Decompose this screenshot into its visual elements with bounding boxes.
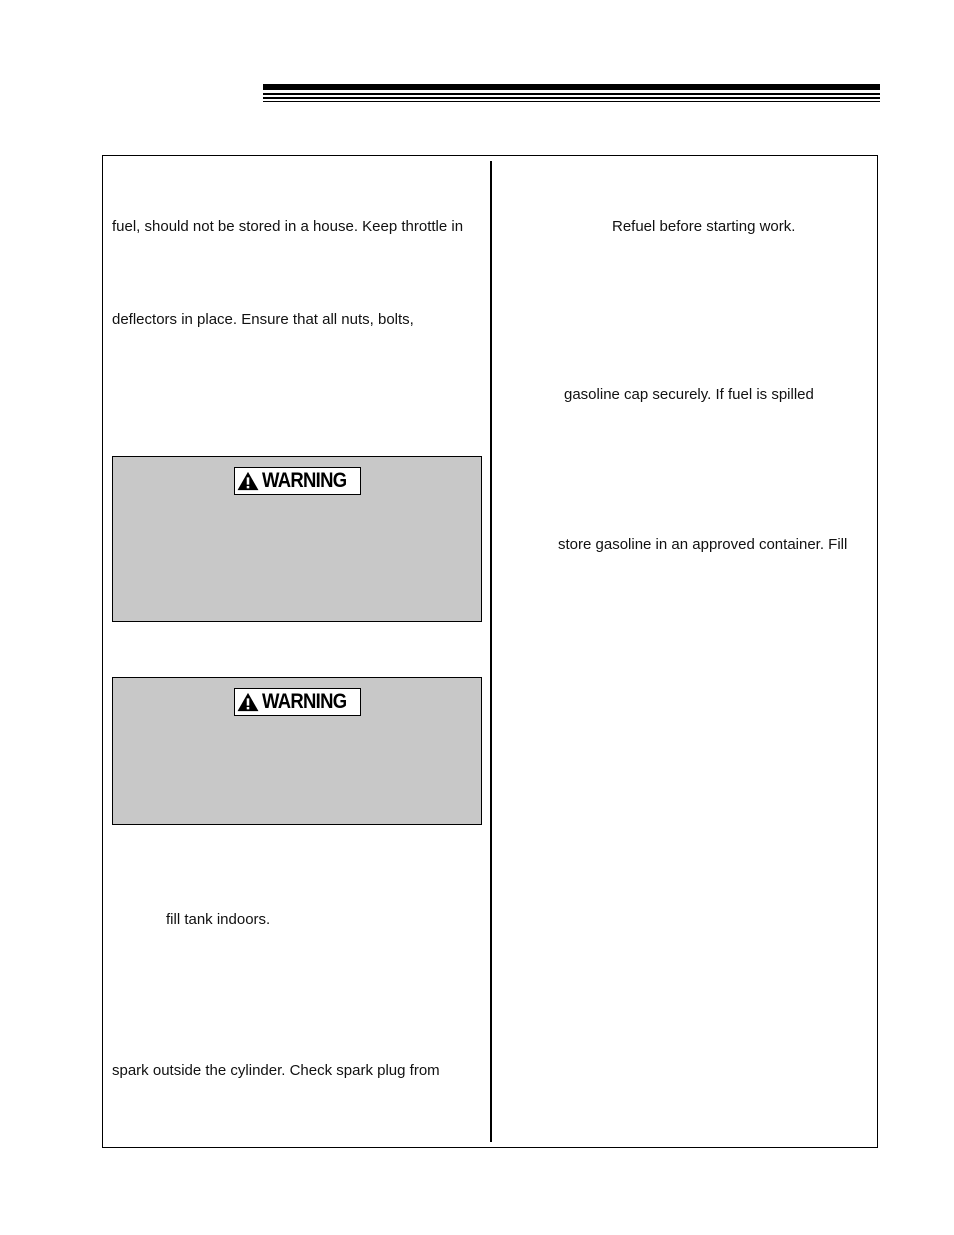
column-divider [490, 161, 492, 1142]
header-rule [263, 97, 880, 99]
left-text-line-1: fuel, should not be stored in a house. Keep throttle in [112, 218, 464, 235]
left-text-line-2: deflectors in place. Ensure that all nuts, bolts, [112, 311, 414, 328]
left-text-line-3: fill tank indoors. [166, 911, 271, 928]
warning-box-2 [112, 677, 482, 825]
header-rule [263, 93, 880, 95]
left-text-line-4: spark outside the cylinder. Check spark plug from [112, 1062, 440, 1079]
warning-box-1 [112, 456, 482, 622]
warning-triangle-icon [237, 692, 259, 712]
right-text-line-2: gasoline cap securely. If fuel is spilled [564, 386, 814, 403]
header-rule-thin [263, 101, 880, 102]
warning-triangle-icon [237, 471, 259, 491]
warning-badge [234, 688, 361, 716]
header-rules [263, 84, 880, 104]
right-text-line-1: Refuel before starting work. [612, 218, 796, 235]
warning-badge [234, 467, 361, 495]
warning-label: WARNING [262, 690, 347, 713]
warning-label: WARNING [262, 469, 347, 492]
header-rule-thick [263, 84, 880, 90]
right-text-line-3: store gasoline in an approved container. Fill [558, 536, 848, 553]
